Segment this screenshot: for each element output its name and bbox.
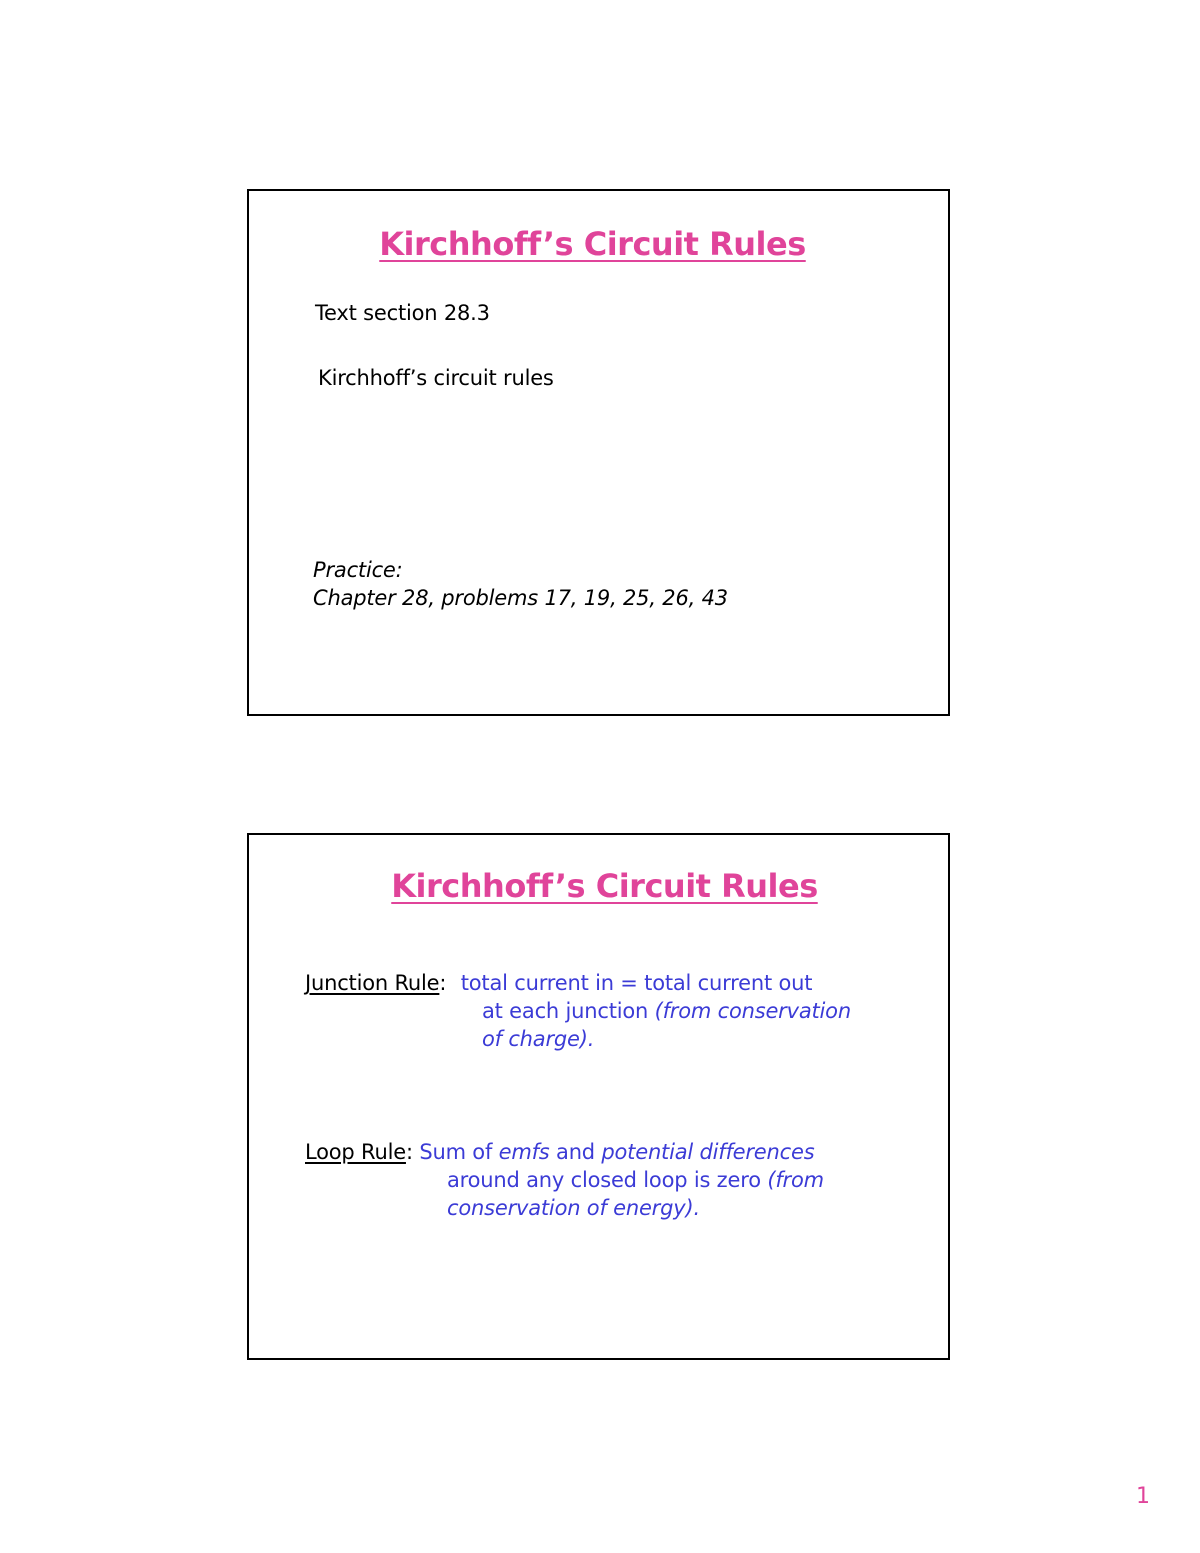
junction-rule-label: Junction Rule <box>305 971 440 995</box>
junction-rule-text: total current in = total current out <box>460 971 813 995</box>
loop-rule-line-1 <box>305 1140 814 1164</box>
loop-rule-label: Loop Rule <box>305 1140 406 1164</box>
junction-rule-line-3: of charge). <box>482 1027 595 1051</box>
loop-rule-line-3: conservation of energy). <box>447 1196 700 1220</box>
text-section: Text section 28.3 <box>315 301 490 325</box>
slide-1 <box>247 189 950 716</box>
junction-rule-line-1 <box>305 971 812 995</box>
loop-rule-line-2 <box>447 1168 824 1192</box>
loop-rule-text: emfs <box>498 1140 550 1164</box>
junction-rule-text: (from conservation <box>654 999 851 1023</box>
page-number: 1 <box>1136 1484 1150 1509</box>
loop-rule-colon: : <box>405 1140 413 1164</box>
junction-rule-text: at each junction <box>482 999 655 1023</box>
loop-rule-text: (from <box>767 1168 824 1192</box>
junction-rule-line-2 <box>482 999 851 1023</box>
junction-rule-colon: : <box>439 971 447 995</box>
topic-line: Kirchhoff’s circuit rules <box>318 366 554 390</box>
slide-title: Kirchhoff’s Circuit Rules <box>391 867 818 905</box>
slide-2 <box>247 833 950 1360</box>
loop-rule-text: Sum of <box>419 1140 499 1164</box>
practice-detail: Chapter 28, problems 17, 19, 25, 26, 43 <box>313 586 728 610</box>
slide-title: Kirchhoff’s Circuit Rules <box>379 225 806 263</box>
practice-label: Practice: <box>313 558 403 582</box>
loop-rule-text: around any closed loop is zero <box>447 1168 768 1192</box>
loop-rule-text: potential differences <box>601 1140 815 1164</box>
loop-rule-text: and <box>549 1140 602 1164</box>
